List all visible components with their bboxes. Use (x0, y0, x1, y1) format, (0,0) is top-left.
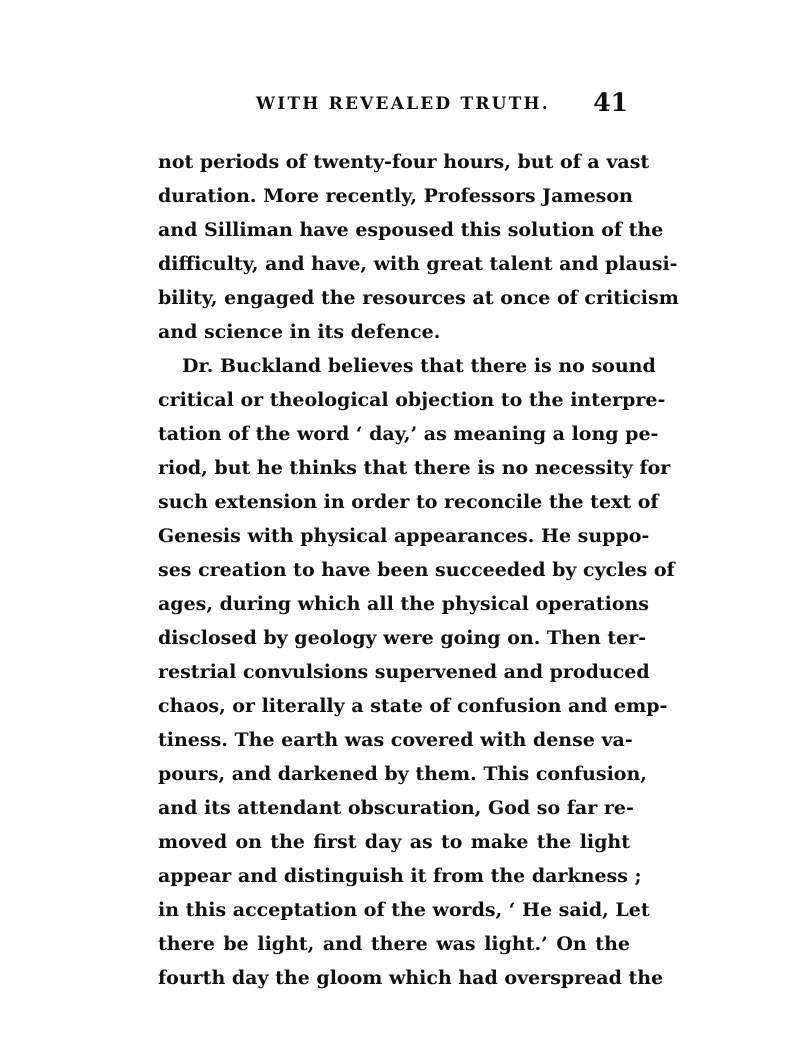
text-line: moved on the first day as to make the light (158, 831, 630, 853)
text-line: restrial convulsions supervened and produced (158, 661, 650, 683)
running-title: WITH REVEALED TRUTH. (256, 94, 550, 114)
text-line: not periods of twenty-four hours, but of a vast (158, 151, 650, 173)
text-line: ages, during which all the physical operations (158, 593, 650, 615)
text-line: and science in its defence. (158, 321, 441, 343)
text-line: appear and distinguish it from the darkness ; (158, 865, 642, 887)
text-line: duration. More recently, Professors Jameson (158, 185, 633, 207)
text-line: pours, and darkened by them. This confusion, (158, 763, 647, 785)
text-line: bility, engaged the resources at once of criticism (158, 287, 679, 309)
text-line: in this acceptation of the words, ‘ He said, Let (158, 899, 650, 921)
text-line: difficulty, and have, with great talent and plausi- (158, 253, 678, 275)
text-line: fourth day the gloom which had overspread the (158, 967, 664, 989)
text-line: disclosed by geology were going on. Then ter- (158, 627, 647, 649)
body-text (158, 145, 679, 995)
text-line: such extension in order to reconcile the text of (158, 491, 659, 513)
text-line: Genesis with physical appearances. He suppo- (158, 525, 650, 547)
text-line: chaos, or literally a state of confusion and emp- (158, 695, 668, 717)
text-line: tation of the word ‘ day,’ as meaning a long pe- (158, 423, 659, 445)
text-line: ses creation to have been succeeded by cycles of (158, 559, 675, 581)
text-line: and its attendant obscuration, God so far re- (158, 797, 634, 819)
text-line: tiness. The earth was covered with dense va- (158, 729, 633, 751)
text-line: riod, but he thinks that there is no necessity for (158, 457, 671, 479)
page-number: 41 (593, 88, 628, 117)
text-line: there be light, and there was light.’ On the (158, 933, 630, 955)
text-line: Dr. Buckland believes that there is no sound (182, 355, 656, 377)
text-line: and Silliman have espoused this solution of the (158, 219, 664, 241)
text-line: critical or theological objection to the interpre- (158, 389, 666, 411)
running-head (158, 88, 628, 128)
